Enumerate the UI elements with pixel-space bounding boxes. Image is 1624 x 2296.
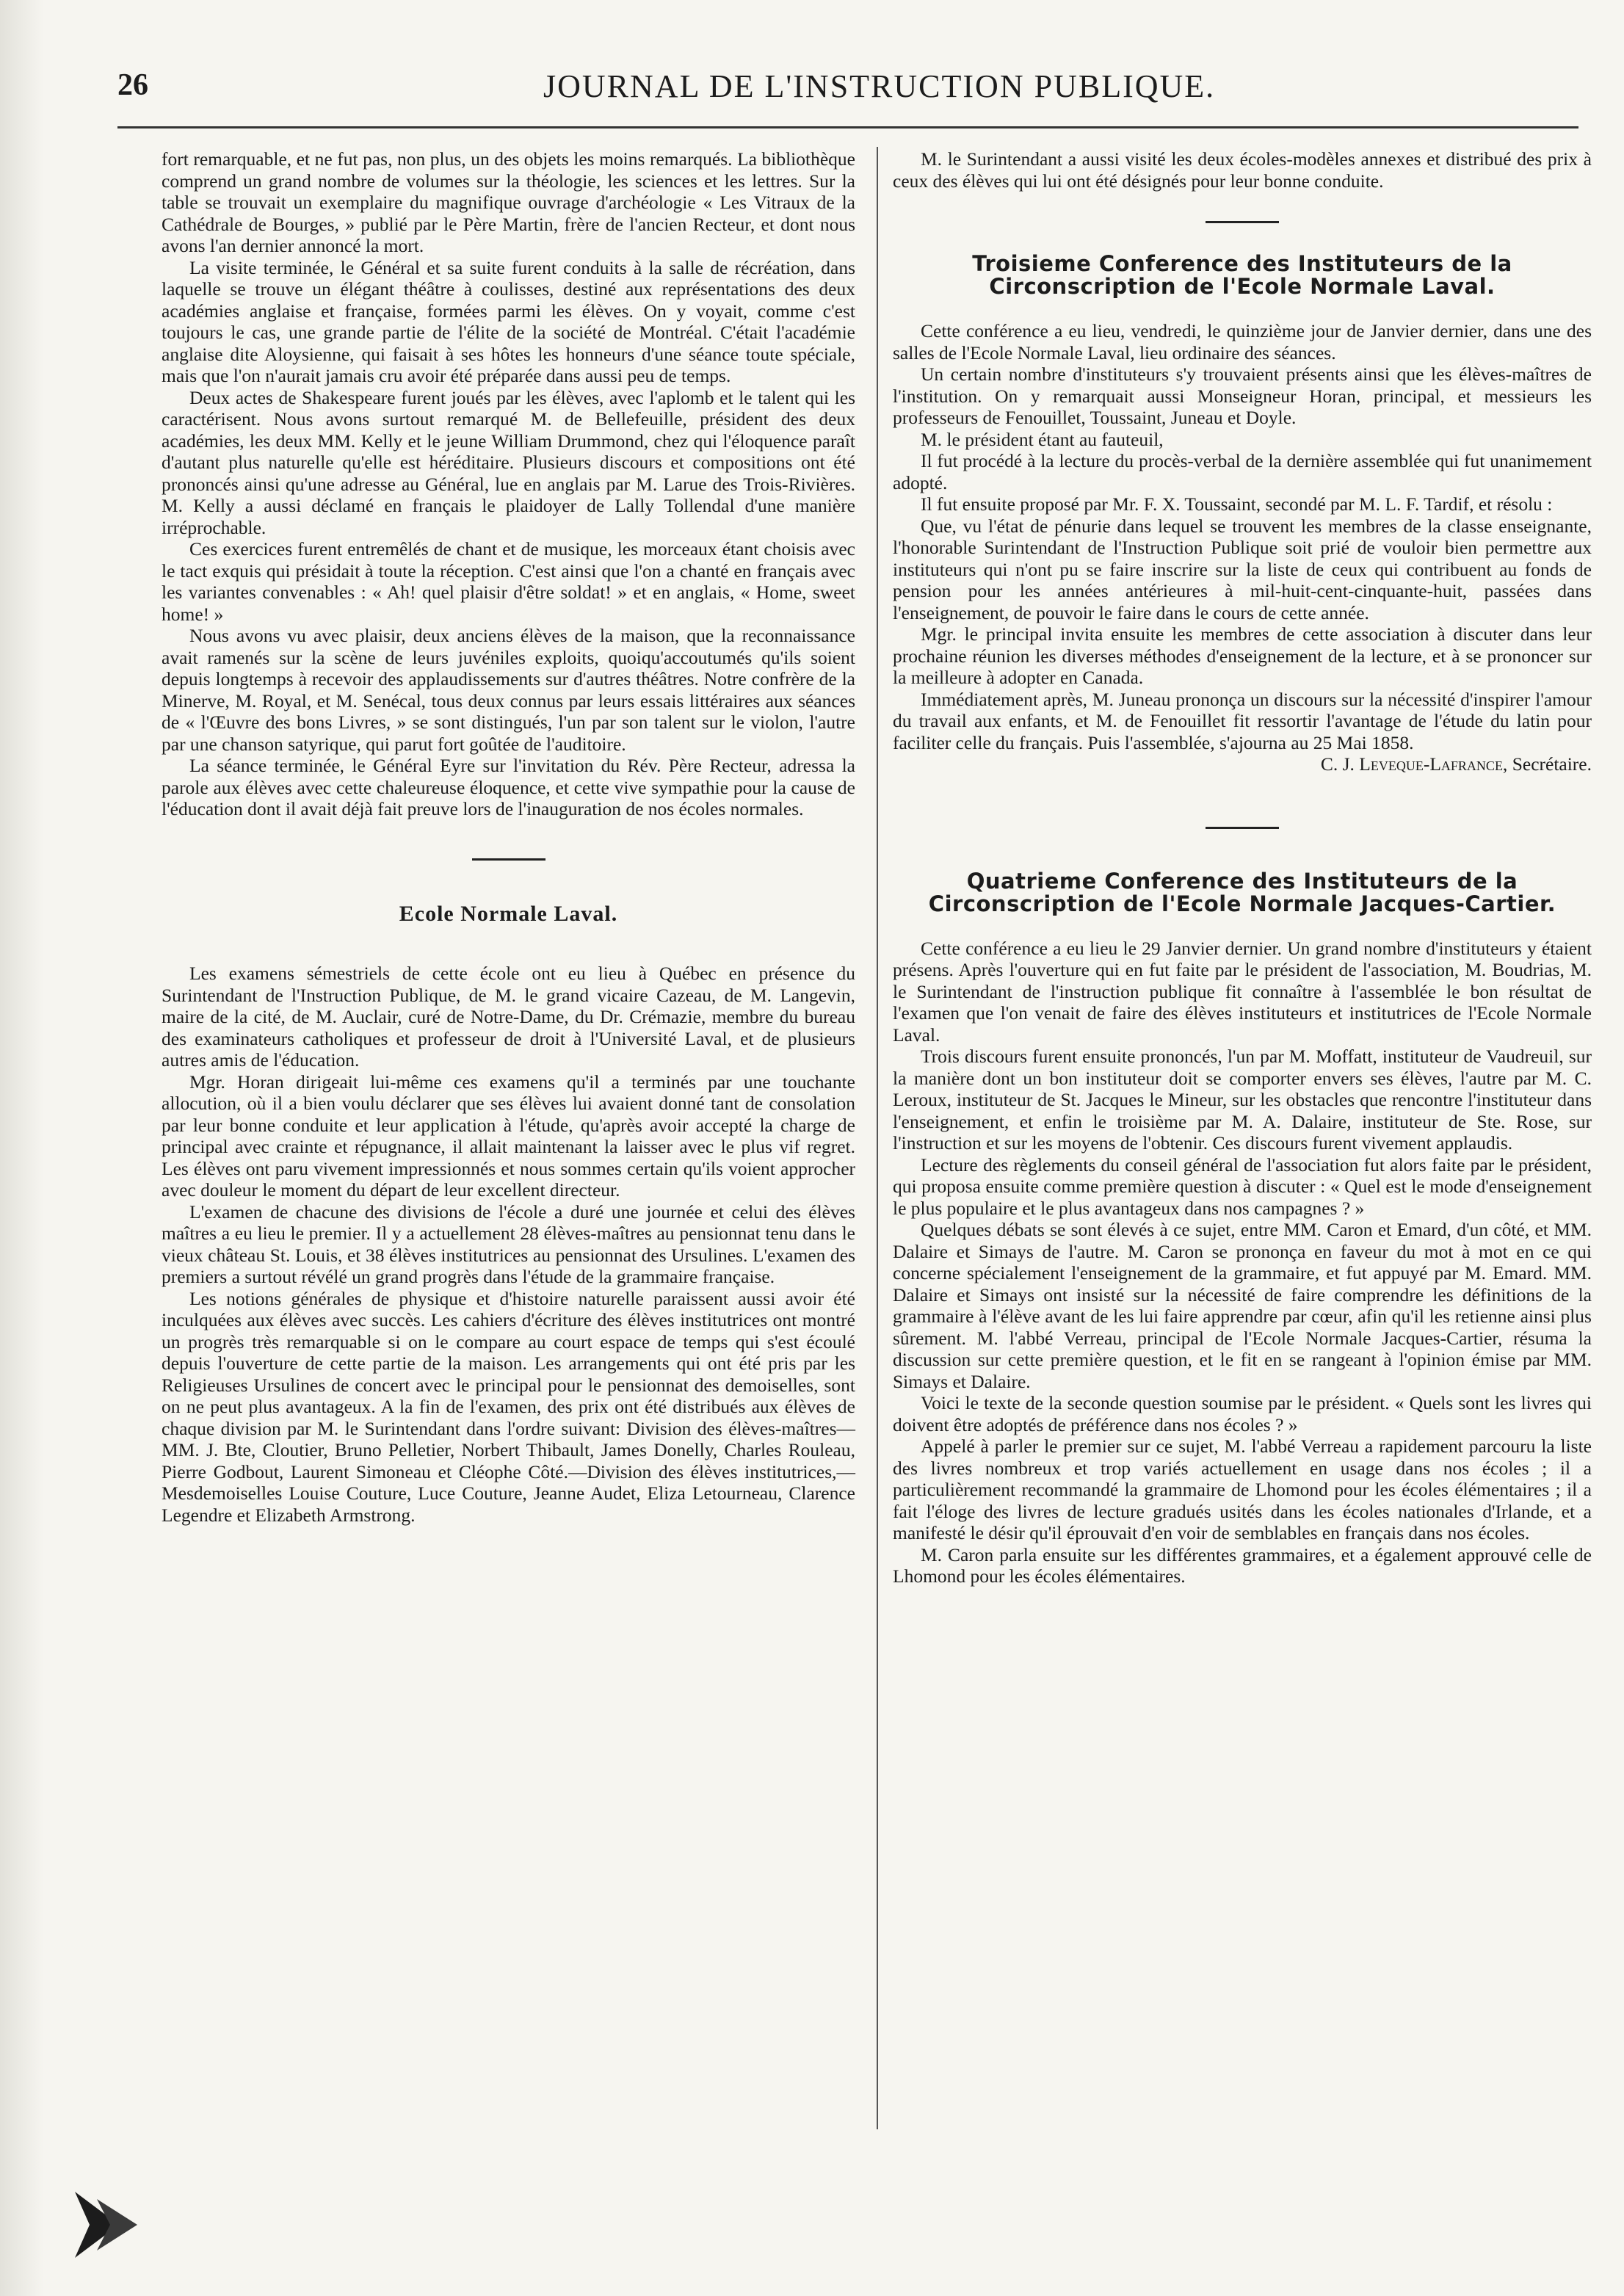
paragraph: Trois discours furent ensuite prononcés, l'un par M. Moffatt, instituteur de Vaudreuil, sur la manière dont un bon instituteur doit se comporter envers ses élèves, l'autre par M. C. Leroux, instituteur de St. Jacques le Mineur, sur les obstacles que rencontre l'instituteur dans l'enseignement, et enfin le troisième par M. A. Dalaire, instituteur de Ste. Rose, sur l'instruction et sur les moyens de l'obtenir. Ces discours furent vivement applaudis. xyxy=(893,1046,1592,1154)
header-rule xyxy=(117,126,1578,128)
paragraph: M. le Surintendant a aussi visité les deux écoles-modèles annexes et distribué des prix à ceux des élèves qui lui ont été désignés pour leur bonne conduite. xyxy=(893,148,1592,192)
section-separator xyxy=(472,858,545,861)
paragraph: Les notions générales de physique et d'histoire naturelle paraissent aussi avoir été inculquées aux élèves avec succès. Les cahiers d'écriture des élèves institutrices ont montré un progrès très remarquable si on le compare au court espace de temps qui s'est écoulé depuis l'ouverture de cette partie de la maison. Les arrangements qui ont été pris par les Religieuses Ursulines de concert avec le principal pour le pensionnat des demoiselles, sont on ne peut plus avantageux. A la fin de l'examen, des prix ont été distribués aux élèves de chaque division par M. le Surintendant dans l'ordre suivant: Division des élèves-maîtres—MM. J. Bte, Cloutier, Bruno Pelletier, Norbert Thibault, James Donelly, Charles Rouleau, Pierre Godbout, Laurent Simoneau et Cléophe Côté.—Division des élèves institutrices,—Mesdemoiselles Louise Couture, Luce Couture, Jeanne Audet, Eliza Letourneau, Clarence Legendre et Elizabeth Armstrong. xyxy=(162,1287,855,1526)
paragraph: Que, vu l'état de pénurie dans lequel se trouvent les membres de la classe enseignante, l'honorable Surintendant de l'Instruction Publique soit prié de vouloir bien permettre aux instituteurs qui n'ont pu se faire inscrire sur la liste de ceux qui contribuent au fonds de pension pour les années antérieures à mil-huit-cent-cinquante-huit, passées dans l'enseignement, de pouvoir le faire dans le cours de cette année. xyxy=(893,515,1592,623)
signature xyxy=(893,753,1592,775)
paragraph: Cette conférence a eu lieu, vendredi, le quinzième jour de Janvier dernier, dans une des salles de l'Ecole Normale Laval, lieu ordinaire des séances. xyxy=(893,320,1592,363)
page-header xyxy=(117,68,1578,112)
paragraph: M. Caron parla ensuite sur les différentes grammaires, et a également approuvé celle de Lhomond pour les écoles élémentaires. xyxy=(893,1543,1592,1587)
paragraph: La visite terminée, le Général et sa suite furent conduits à la salle de récréation, dans laquelle se trouve un élégant théâtre à coulisses, destiné aux représentations des deux académies anglaise et française, formées parmi les élèves. On y voyait, comme c'est toujours le cas, une grande partie de l'élite de la société de Montréal. C'était l'académie anglaise dite Aloysienne, qui faisait à ses hôtes les honneurs d'une séance toute spéciale, mais que l'on n'aurait jamais cru avoir été préparée dans aussi peu de temps. xyxy=(162,256,855,386)
paragraph: Appelé à parler le premier sur ce sujet, M. l'abbé Verreau a rapidement parcouru la liste des livres nombreux et trop variés actuellement en usage dans nos écoles ; il a particulièrement recommandé la grammaire de Lhomond pour les écoles élémentaires ; il a fait l'éloge des livres de lecture gradués usités dans les écoles nationales d'Irlande, et a manifesté le désir qu'il éprouvait d'en voir de semblables en français dans nos écoles. xyxy=(893,1435,1592,1543)
left-column xyxy=(162,148,855,1526)
paragraph: Les examens sémestriels de cette école ont eu lieu à Québec en présence du Surintendant de l'Instruction Publique, de M. le grand vicaire Cazeau, de M. Langevin, maire de la cité, de M. Auclair, curé de Notre-Dame, du Dr. Crémazie, membre du bureau des examinateurs catholiques et professeur de droit à l'Université Laval, et de plusieurs autres amis de l'éducation. xyxy=(162,963,855,1071)
scan-edge-shadow xyxy=(0,0,44,2296)
conference-3-title: Troisieme Conference des Instituteurs de la Circonscription de l'Ecole Normale Laval. xyxy=(972,251,1512,299)
paragraph: Il fut ensuite proposé par Mr. F. X. Toussaint, secondé par M. L. F. Tardif, et résolu : xyxy=(921,493,1553,515)
section-separator xyxy=(1206,221,1279,223)
section-separator xyxy=(1206,827,1279,829)
paragraph: M. le président étant au fauteuil, xyxy=(921,428,1164,450)
chevron-mark-icon xyxy=(68,2184,148,2265)
signature-name: C. J. Leveque-Lafrance, xyxy=(1320,753,1508,775)
paragraph: Il fut procédé à la lecture du procès-verbal de la dernière assemblée qui fut unanimement adopté. xyxy=(893,450,1592,493)
column-divider xyxy=(877,147,878,2129)
right-column xyxy=(893,148,1592,1587)
paragraph: Un certain nombre d'instituteurs s'y trouvaient présents ainsi que les élèves-maîtres de l'institution. On y remarquait aussi Monseigneur Horan, principal, et messieurs les professeurs de Fenouillet, Toussaint, Juneau et Doyle. xyxy=(893,363,1592,428)
paragraph: Quelques débats se sont élevés à ce sujet, entre MM. Caron et Emard, d'un côté, et MM. Dalaire et Simays de l'autre. M. Caron se prononça en faveur du mot à mot en ce qui concerne spécialement l'enseignement de la grammaire, et fut appuyé par M. Emard. MM. Dalaire et Simays ont insisté sur la nécessité de faire comprendre les définitions de la grammaire à l'élève avant de les lui faire apprendre par cœur, afin qu'il les retienne ainsi plus sûrement. M. l'abbé Verreau, principal de l'Ecole Normale Jacques-Cartier, résuma la discussion sur cette première question, et le fit en se rangeant à l'opinion émise par MM. Simays et Dalaire. xyxy=(893,1219,1592,1392)
paragraph: Cette conférence a eu lieu le 29 Janvier dernier. Un grand nombre d'instituteurs y étaient présens. Après l'ouverture qui en fut faite par le président de l'association, M. Boudrias, M. le Surintendant de l'instruction publique fit connaître à l'assemblée le bon résultat de l'examen que l'on venait de faire des élèves instituteurs et institutrices de l'Ecole Normale Laval. xyxy=(893,937,1592,1046)
paragraph: Immédiatement après, M. Juneau prononça un discours sur la nécessité d'inspirer l'amour du travail aux enfants, et M. de Fenouillet fit ressortir l'avantage de l'étude du latin pour faciliter celle du français. Puis l'assemblée, s'ajourna au 25 Mai 1858. xyxy=(893,688,1592,753)
paragraph: Lecture des règlements du conseil général de l'association fut alors faite par le président, qui proposa ensuite comme première question à discuter : « Quel est le mode d'enseignement le plus populaire et le plus avantageux dans nos campagnes ? » xyxy=(893,1154,1592,1219)
paragraph: L'examen de chacune des divisions de l'école a duré une journée et celui des élèves maîtres a eu lieu le premier. Il y a actuellement 28 élèves-maîtres au pensionnat tenu dans le vieux château St. Louis, et 38 élèves institutrices au pensionnat des Ursulines. L'examen des premiers a surtout révélé un grand progrès dans l'étude de la grammaire française. xyxy=(162,1200,855,1287)
paragraph: Mgr. le principal invita ensuite les membres de cette association à discuter dans leur prochaine réunion les diverses méthodes d'enseignement de la lecture, et à se prononcer sur la meilleure à adopter en Canada. xyxy=(893,623,1592,688)
paragraph: La séance terminée, le Général Eyre sur l'invitation du Rév. Père Recteur, adressa la parole aux élèves avec cette chaleureuse éloquence, et cette vive sympathie pour la cause de l'éducation dont il avait déjà fait preuve lors de l'inauguration de nos écoles normales. xyxy=(162,755,855,819)
section-title: Ecole Normale Laval. xyxy=(399,901,618,926)
page-number: 26 xyxy=(117,68,148,102)
paragraph: Ces exercices furent entremêlés de chant et de musique, les morceaux étant choisis avec le tact exquis qui présidait à toute la réception. C'est ainsi que l'on a chanté en français avec les variantes convenables : « Ah! quel plaisir d'être soldat! » et en anglais, « Home, sweet home! » xyxy=(162,538,855,625)
signature-role: Secrétaire. xyxy=(1512,753,1592,775)
paragraph: Deux actes de Shakespeare furent joués par les élèves, avec l'aplomb et le talent qui les caractérisent. Nous avons surtout remarqué M. de Bellefeuille, président des deux académies, les deux MM. Kelly et le jeune William Drummond, chez qui l'éloquence paraît d'autant plus naturelle qu'elle est héréditaire. Plusieurs discours et compositions ont été prononcés ainsi qu'une adresse au Général, lue en anglais par M. Larue des Trois-Rivières. M. Kelly a aussi déclamé en français le plaidoyer de Lally Tollendal d'une manière irréprochable. xyxy=(162,386,855,538)
paragraph: fort remarquable, et ne fut pas, non plus, un des objets les moins remarqués. La bibliothèque comprend un grand nombre de volumes sur la théologie, les sciences et les lettres. Sur la table se trouvait un exemplaire du magnifique ouvrage d'archéologie « Les Vitraux de la Cathédrale de Bourges, » publié par le Père Martin, frère de l'ancien Recteur, et dont nous avons l'an dernier annoncé la mort. xyxy=(162,148,855,256)
paragraph: Voici le texte de la seconde question soumise par le président. « Quels sont les livres qui doivent être adoptés de préférence dans nos écoles ? » xyxy=(893,1392,1592,1435)
journal-title: JOURNAL DE L'INSTRUCTION PUBLIQUE. xyxy=(543,68,1216,104)
conference-4-title: Quatrieme Conference des Instituteurs de la Circonscription de l'Ecole Normale Jacques-Cartier. xyxy=(928,868,1556,916)
paragraph: Nous avons vu avec plaisir, deux anciens élèves de la maison, que la reconnaissance avait ramenés sur la scène de leurs juvéniles exploits, quoiqu'accoutumés qu'ils soient depuis longtemps à recevoir des applaudissements sur d'autres théâtres. Notre confrère de la Minerve, M. Royal, et M. Senécal, tous deux connus par leurs essais littéraires aux séances de « l'Œuvre des bons Livres, » se sont distingués, l'un par son talent sur le violon, l'autre par une chanson satyrique, qui parut fort goûtée de l'auditoire. xyxy=(162,625,855,755)
paragraph: Mgr. Horan dirigeait lui-même ces examens qu'il a terminés par une touchante allocution, où il a bien voulu déclarer que ses élèves lui avaient donné tant de consolation par leur bonne conduite et leur application à l'étude, qu'après avoir accepté la charge de principal avec crainte et répugnance, il allait maintenant la laisser avec le plus vif regret. Les élèves ont paru vivement impressionnés et nous sommes certain qu'ils voient approcher avec douleur le moment du départ de leur excellent directeur. xyxy=(162,1071,855,1200)
